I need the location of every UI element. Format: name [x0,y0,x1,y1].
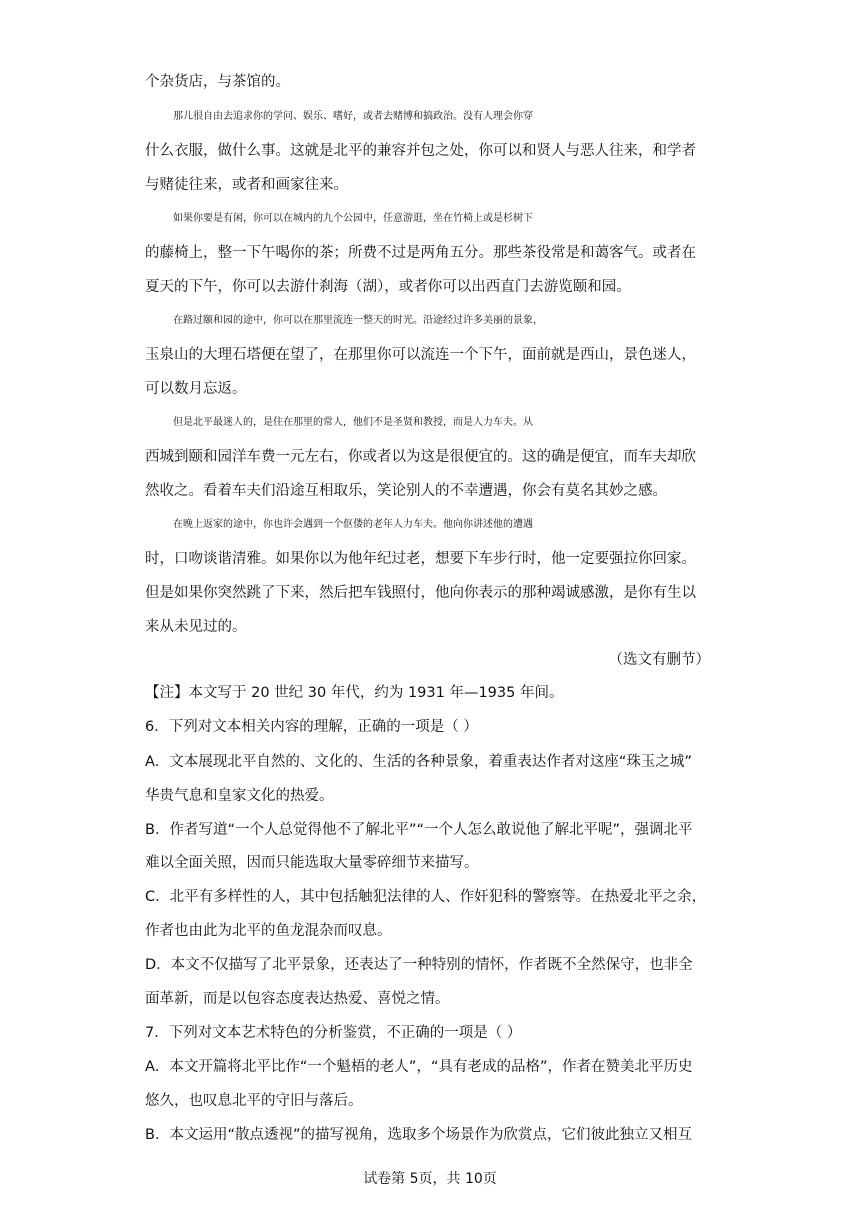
passage-line: 如果你要是有闲，你可以在城内的九个公园中，任意游逛，坐在竹椅上或是杉树下 [173,213,533,224]
question-7-option-a-cont: 悠久，也叹息北平的守旧与落后。 [145,1093,363,1109]
passage-line: 然收之。看着车夫们沿途互相取乐，笑论别人的不幸遭遇，你会有莫名其妙之感。 [145,483,667,499]
passage-line: 个杂货店，与茶馆的。 [145,74,290,90]
passage-line: 来从未见过的。 [145,619,247,635]
question-7-option-b: B．本文运用“散点透视”的描写视角，选取多个场景作为欣赏点，它们彼此独立又相互 [145,1127,692,1143]
passage-line: 可以数月忘返。 [145,381,247,397]
passage-line: 玉泉山的大理石塔便在望了，在那里你可以流连一个下午，面前就是西山，景色迷人， [145,347,696,363]
question-7-option-a: A．本文开篇将北平比作“一个魁梧的老人”，“具有老成的品格”，作者在赞美北平历史 [145,1059,693,1075]
question-6-option-b-cont: 难以全面关照，因而只能选取大量零碎细节来描写。 [145,855,479,871]
passage-line: 时，口吻谈谐清雅。如果你以为他年纪过老，想要下车步行时，他一定要强拉你回家。 [145,551,696,567]
passage-line: 什么衣服，做什么事。这就是北平的兼容并包之处，你可以和贤人与恶人往来，和学者 [145,143,696,159]
passage-line: 夏天的下午，你可以去游什刹海（湖），或者你可以出西直门去游览颐和园。 [145,279,631,295]
source-note: （选文有删节） [608,652,710,668]
question-6-option-a-cont: 华贵气息和皇家文化的热爱。 [145,788,334,804]
question-6-stem: 6．下列对文本相关内容的理解，正确的一项是（ ） [145,719,478,735]
passage-line: 在晚上返家的途中，你也许会遇到一个伛偻的老年人力车夫。他向你讲述他的遭遇 [173,519,533,530]
passage-line: 的藤椅上，整一下午喝你的茶；所费不过是两角五分。那些茶役常是和蔼客气。或者在 [145,245,696,261]
passage-line: 在路过颐和园的途中，你可以在那里流连一整天的时光。沿途经过许多美丽的景象， [173,315,543,326]
question-6-option-c: C．北平有多样性的人，其中包括触犯法律的人、作奸犯科的警察等。在热爱北平之余， [145,889,707,905]
question-6-option-b: B．作者写道“一个人总觉得他不了解北平”“一个人怎么敢说他了解北平呢”，强调北平 [145,822,693,838]
passage-line: 那儿很自由去追求你的学问、娱乐、嗜好，或者去赌博和搞政治。没有人理会你穿 [173,111,533,122]
passage-line: 西城到颐和园洋车费一元左右，你或者以为这是很便宜的。这的确是便宜，而车夫却欣 [145,449,696,465]
question-6-option-d: D．本文不仅描写了北平景象，还表达了一种特别的情怀，作者既不全然保守，也非全 [145,957,693,973]
question-6-option-c-cont: 作者也由此为北平的鱼龙混杂而叹息。 [145,923,392,939]
question-7-stem: 7．下列对文本艺术特色的分析鉴赏，不正确的一项是（ ） [145,1025,522,1041]
question-6-option-a: A．文本展现北平自然的、文化的、生活的各种景象，着重表达作者对这座“珠玉之城” [145,754,692,770]
annotation-note: 【注】本文写于 20 世纪 30 年代，约为 1931 年—1935 年间。 [145,685,564,701]
question-6-option-d-cont: 面革新，而是以包容态度表达热爱、喜悦之情。 [145,991,450,1007]
passage-line: 但是如果你突然跳了下来，然后把车钱照付，他向你表示的那种竭诚感激，是你有生以 [145,585,696,601]
passage-line: 与赌徒往来，或者和画家往来。 [145,177,348,193]
passage-line: 但是北平最迷人的，是住在那里的常人，他们不是圣贤和教授，而是人力车夫。从 [173,417,533,428]
page-footer: 试卷第 5页，共 10页 [363,1171,497,1187]
